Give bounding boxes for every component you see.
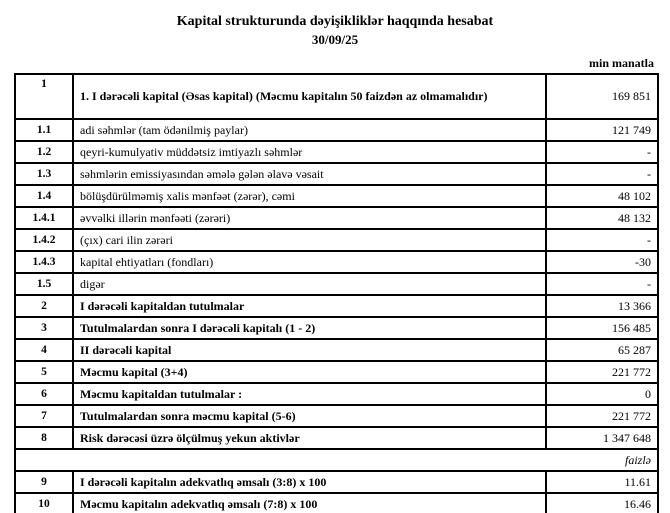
row-number: 6: [15, 383, 73, 405]
row-label: Məcmu kapital (3+4): [73, 361, 546, 383]
row-value: -: [546, 229, 658, 251]
report-date: 30/09/25: [311, 32, 359, 47]
table-row: [15, 229, 658, 251]
row-number: 8: [15, 427, 73, 449]
table-row: [15, 493, 658, 513]
table-row: [15, 163, 658, 185]
row-label: adi səhmlər (tam ödənilmiş paylar): [73, 119, 546, 141]
row-label: bölüşdürülməmiş xalis mənfəət (zərər), cəmi: [73, 185, 546, 207]
row-label: Tutulmalardan sonra məcmu kapital (5-6): [73, 405, 546, 427]
row-number: 7: [15, 405, 73, 427]
table-row: [15, 273, 658, 295]
row-value: 121 749: [546, 119, 658, 141]
table-row: [15, 383, 658, 405]
row-label: səhmlərin emissiyasından əmələ gələn əlavə vəsait: [73, 163, 546, 185]
row-label: əvvəlki illərin mənfəəti (zərəri): [73, 207, 546, 229]
row-number: 1.4.2: [15, 229, 73, 251]
table-row: [15, 141, 658, 163]
row-label: II dərəcəli kapital: [73, 339, 546, 361]
row-number: 5: [15, 361, 73, 383]
row-label: I dərəcəli kapitaldan tutulmalar: [73, 295, 546, 317]
table-row: [15, 295, 658, 317]
row-label: qeyri-kumulyativ müddətsiz imtiyazlı səhmlər: [73, 141, 546, 163]
row-number: 1.3: [15, 163, 73, 185]
row-value: 48 132: [546, 207, 658, 229]
row-number: 10: [15, 493, 73, 513]
capital-structure-table: [14, 73, 659, 513]
table-row: [15, 119, 658, 141]
row-number: 3: [15, 317, 73, 339]
row-value: 13 366: [546, 295, 658, 317]
table-row: [15, 361, 658, 383]
row-number: 1.4: [15, 185, 73, 207]
unit-label: min manatla: [588, 56, 654, 70]
row-label: kapital ehtiyatları (fondları): [73, 251, 546, 273]
row-label: (çıx) cari ilin zərəri: [73, 229, 546, 251]
row-value: 221 772: [546, 405, 658, 427]
row-label: Məcmu kapitalın adekvatlıq əmsalı (7:8) x 100: [73, 493, 546, 513]
row-number: 1.4.3: [15, 251, 73, 273]
table-row: [15, 405, 658, 427]
separator-row: [15, 449, 658, 471]
row-number: 1.4.1: [15, 207, 73, 229]
row-label: Tutulmalardan sonra I dərəcəli kapitalı (1 - 2): [73, 317, 546, 339]
row-value: -30: [546, 251, 658, 273]
row-value: 156 485: [546, 317, 658, 339]
table-row: [15, 185, 658, 207]
row-number: 1.1: [15, 119, 73, 141]
row-number: 2: [15, 295, 73, 317]
row-value: 16.46: [546, 493, 658, 513]
row-number: 1.2: [15, 141, 73, 163]
row-value: 11.61: [546, 471, 658, 493]
row-value: -: [546, 141, 658, 163]
row-number: 1: [15, 74, 73, 119]
row-value: 221 772: [546, 361, 658, 383]
row-value: -: [546, 273, 658, 295]
row-number: 4: [15, 339, 73, 361]
percent-unit-label: faizlə: [15, 449, 658, 471]
row-value: 48 102: [546, 185, 658, 207]
row-number: 9: [15, 471, 73, 493]
table-row: [15, 207, 658, 229]
row-value: 1 347 648: [546, 427, 658, 449]
row-value: 65 287: [546, 339, 658, 361]
row-label: digər: [73, 273, 546, 295]
table-body: [15, 74, 658, 513]
row-label: Risk dərəcəsi üzrə ölçülmuş yekun aktivlər: [73, 427, 546, 449]
row-value: -: [546, 163, 658, 185]
row-value: 0: [546, 383, 658, 405]
table-row: [15, 427, 658, 449]
row-value: 169 851: [546, 74, 658, 119]
row-number: 1.5: [15, 273, 73, 295]
row-label: 1. I dərəcəli kapital (Əsas kapital) (Məcmu kapitalın 50 faizdən az olmamalıdır): [73, 74, 546, 119]
row-label: I dərəcəli kapitalın adekvatlıq əmsalı (3:8) x 100: [73, 471, 546, 493]
report-title: Kapital strukturunda dəyişikliklər haqqında hesabat: [176, 14, 494, 29]
table-row: [15, 339, 658, 361]
row-label: Məcmu kapitaldan tutulmalar :: [73, 383, 546, 405]
table-row: [15, 317, 658, 339]
table-row: [15, 471, 658, 493]
table-row: [15, 74, 658, 119]
table-row: [15, 251, 658, 273]
